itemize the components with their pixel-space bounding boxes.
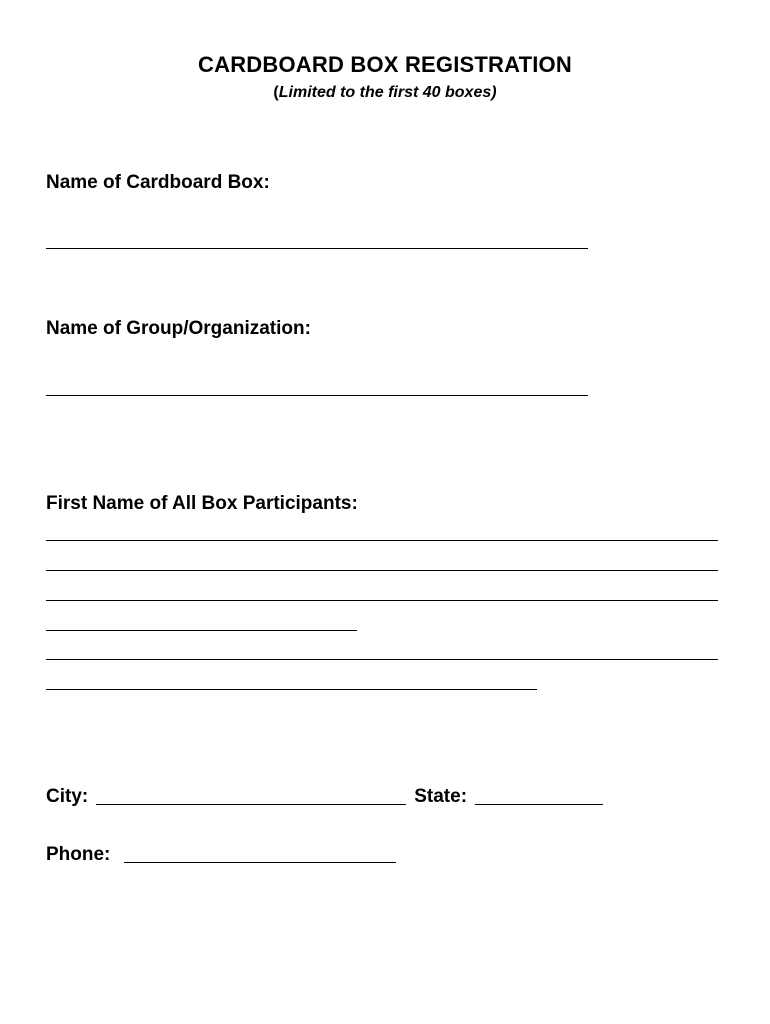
form-title: CARDBOARD BOX REGISTRATION xyxy=(198,52,572,77)
city-field[interactable] xyxy=(96,804,406,805)
box-name-label: Name of Cardboard Box: xyxy=(46,172,270,193)
participants-line-2[interactable] xyxy=(46,570,718,571)
participants-line-3[interactable] xyxy=(46,600,718,601)
participants-line-5[interactable] xyxy=(46,659,718,660)
group-name-label: Name of Group/Organization: xyxy=(46,318,311,339)
city-state-row xyxy=(46,786,603,808)
state-field[interactable] xyxy=(475,804,603,805)
subtitle-paren: ( xyxy=(273,84,279,101)
box-name-field[interactable] xyxy=(46,248,588,249)
participants-line-1[interactable] xyxy=(46,540,718,541)
subtitle-text: Limited to the first 40 boxes) xyxy=(278,84,497,101)
city-label: City: xyxy=(46,786,89,807)
phone-label: Phone: xyxy=(46,844,111,865)
state-label: State: xyxy=(414,786,468,807)
participants-line-6[interactable] xyxy=(46,689,537,690)
participants-line-4[interactable] xyxy=(46,630,357,631)
group-name-field[interactable] xyxy=(46,395,588,396)
phone-field[interactable] xyxy=(124,862,396,863)
form-subtitle xyxy=(0,84,770,102)
phone-row xyxy=(46,844,396,866)
participants-label: First Name of All Box Participants: xyxy=(46,493,358,514)
